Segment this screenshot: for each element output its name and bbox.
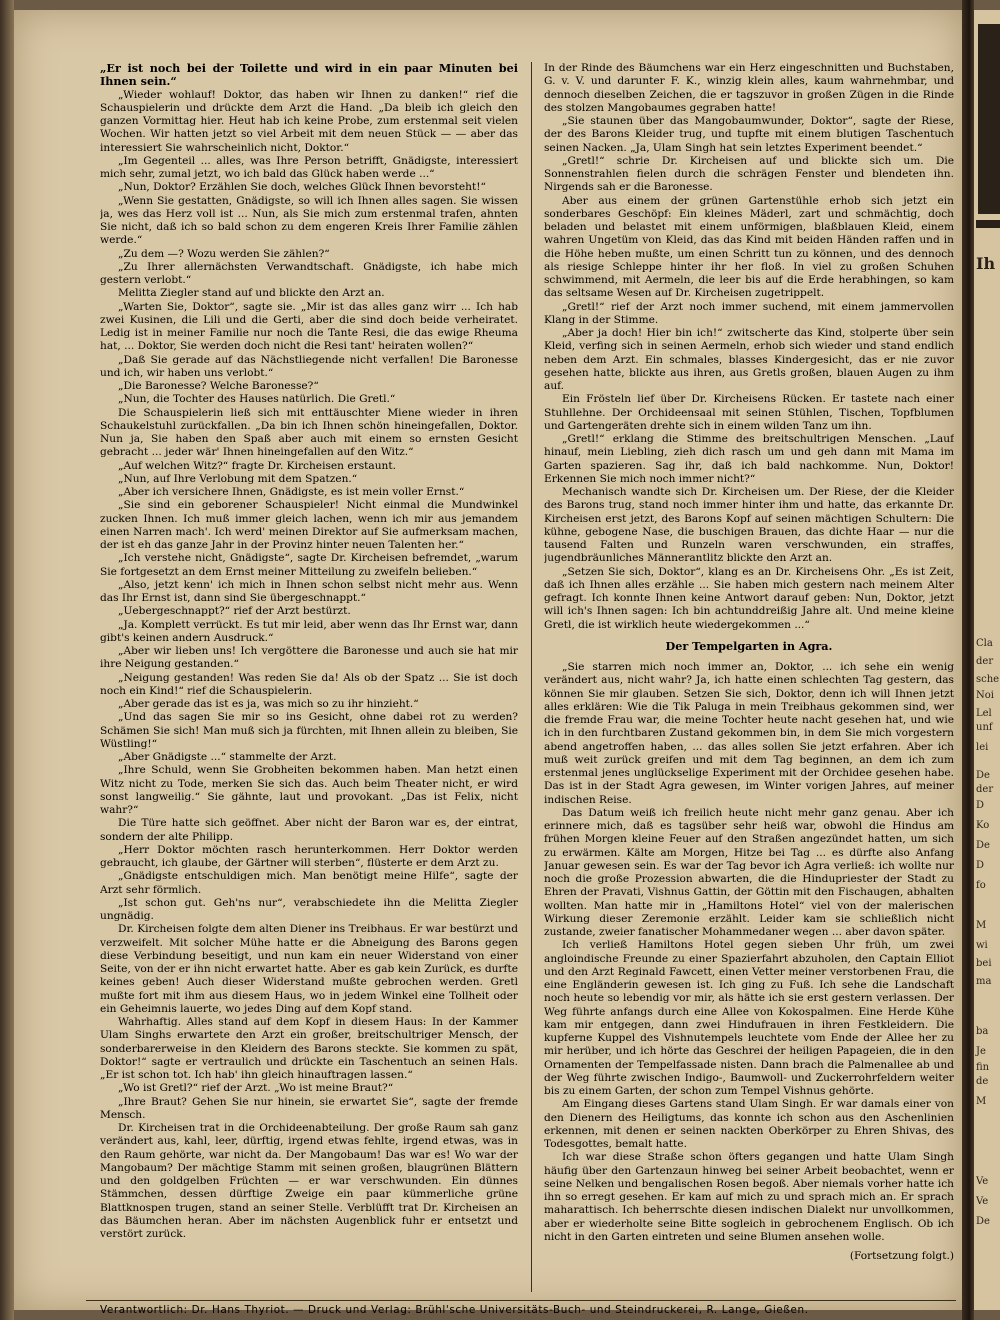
paragraph: „Sie sind ein geborener Schauspieler! Nicht einmal die Mundwinkel zucken Ihnen. Ich muß immer gleich lachen, wenn ich mir aus jemandem einen Narren mach'. Ich werd' meinen Direktor auf Sie aufmerksam machen, der ist eh das ganze Jahr in der Provinz hinter neuen Talenten her.“ xyxy=(100,499,518,551)
adjacent-page-text-fragment: Je xyxy=(976,1046,986,1057)
adjacent-page-text-fragment: fin xyxy=(976,1062,990,1073)
paragraph: „Im Gegenteil ... alles, was Ihre Person betrifft, Gnädigste, interessiert mich sehr, zumal jetzt, wo ich bald das Glück haben werde ...“ xyxy=(100,154,518,180)
adjacent-page-text-fragment: Lel xyxy=(976,708,992,719)
paragraph: In der Rinde des Bäumchens war ein Herz eingeschnitten und Buchstaben, G. v. V. und darunter F. K., winzig klein alles, kaum wahrnehmbar, und dennoch dieselben Zeichen, die er tagszuvor in großen Zügen in die Rinde des stolzen Mangobaumes gegraben hatte! xyxy=(544,62,954,114)
paragraph: „Gnädigste entschuldigen mich. Man benötigt meine Hilfe“, sagte der Arzt sehr förmlich. xyxy=(100,870,518,896)
adjacent-page-edge xyxy=(974,10,1000,1310)
adjacent-page-text-fragment: lei xyxy=(976,742,989,753)
paragraph: Die Schauspielerin ließ sich mit enttäuschter Miene wieder in ihren Schaukelstuhl zurückfallen. „Da bin ich Ihnen schön hineingefallen, Doktor. Nun ja, Sie haben den Spaß aber auch mit einem so ernsten Gesicht gebracht ... jeder wär' Ihnen hineingefallen auf den Witz.“ xyxy=(100,406,518,459)
adjacent-page-text-fragment: De xyxy=(976,770,990,781)
adjacent-page-text-fragment: Ve xyxy=(976,1196,989,1207)
adjacent-page-text-fragment: De xyxy=(976,840,990,851)
paragraph: „Daß Sie gerade auf das Nächstliegende nicht verfallen! Die Baronesse und ich, wir haben uns verlobt.“ xyxy=(100,353,518,379)
paragraph: „Also, jetzt kenn' ich mich in Ihnen schon selbst nicht mehr aus. Wenn das Ihr Ernst ist, dann sind Sie übergeschnappt.“ xyxy=(100,578,518,604)
paragraph: „Warten Sie, Doktor“, sagte sie. „Mir ist das alles ganz wirr ... Ich hab zwei Kusinen, die Lili und die Gerti, aber die sind doch beide verheiratet. Ledig ist in meiner Familie nur noch die Tante Resi, die das ewige Rheuma hat, ... Doktor, Sie werden doch nicht die Resi tant' heiraten wollen?“ xyxy=(100,300,518,353)
paragraph: Am Eingang dieses Gartens stand Ulam Singh. Er war damals einer von den Dienern des Heiligtums, das konnte ich schon aus den Aschenlinien erkennen, mit denen er seinen nackten Oberkörper zu Ehren Shivas, des Todesgottes, bemalt hatte. xyxy=(544,1098,954,1150)
section-heading: Der Tempelgarten in Agra. xyxy=(665,638,833,653)
paragraph: „Die Baronesse? Welche Baronesse?“ xyxy=(118,380,319,392)
paragraph: Dr. Kircheisen folgte dem alten Diener ins Treibhaus. Er war bestürzt und verzweifelt. Mit solcher Mühe hatte er die Abneigung des Barons gegen diese Verbindung beseitigt, und nun kam ein neuer Widerstand von einer Seite, von der er ihn nicht erwartet hatte. Aber es gab kein Zurück, es durfte keines geben! Auch dieser Widerstand mußte gebrochen werden. Gretl mußte fort mit ihm aus diesem Haus, wo in jedem Winkel eine Tollheit oder ein Geheimnis lauerte, wo jedes Ding auf dem Kopf stand. xyxy=(100,923,518,1015)
paragraph: Ein Frösteln lief über Dr. Kircheisens Rücken. Er tastete nach einer Stuhllehne. Der Orchideensaal mit seinen Stühlen, Tischen, Topfblumen und Gartengeräten drehte sich in einem wilden Tanz um ihn. xyxy=(544,393,954,432)
paragraph: „Zu dem —? Wozu werden Sie zählen?“ xyxy=(118,247,330,260)
adjacent-page-text-fragment: ma xyxy=(976,976,992,987)
paragraph: „Ich verstehe nicht, Gnädigste“, sagte Dr. Kircheisen befremdet, „warum Sie fortgesetzt an dem Ernst meiner Mitteilung zu zweifeln belieben.“ xyxy=(100,552,518,578)
adjacent-page-text-fragment: D xyxy=(976,860,985,871)
adjacent-page-text-fragment: M xyxy=(976,920,987,931)
adjacent-page-text-fragment: ba xyxy=(976,1026,989,1037)
adjacent-page-masthead-fragment xyxy=(978,24,1000,214)
right-text-column xyxy=(544,62,954,1290)
book-binding-edge xyxy=(0,0,14,1320)
paragraph: „Gretl!“ schrie Dr. Kircheisen auf und blickte sich um. Die Sonnenstrahlen fielen durch die schrägen Fenster und blendeten ihn. Nirgends sah er die Baronesse. xyxy=(544,154,954,194)
adjacent-page-text-fragment: der xyxy=(976,784,994,795)
paragraph: „Herr Doktor möchten rasch herunterkommen. Herr Doktor werden gebraucht, ich glaube, der Gärtner will sterben“, flüsterte er dem Arzt zu. xyxy=(100,843,518,869)
paragraph: „Sie starren mich noch immer an, Doktor, ... ich sehe ein wenig verändert aus, nicht wahr? Ja, ich hatte einen schlechten Tag gestern, das können Sie mir glauben. Setzen Sie sich, Doktor, denn ich will Ihnen jetzt alles erklären: Wie die Tik Paluga in mein Treibhaus gekommen sind, wer die fremde Frau war, die meine Tochter heute nacht gesehen hat, und wie ich in den furchtbaren Zustand gekommen bin, in dem Sie mich vorgestern abend angetroffen haben, ... das alles sollen Sie jetzt erfahren. Aber ich muß weit zurück greifen und mit dem Tag beginnen, an dem ich zum erstenmal jenes unglückselige Experiment mit der Orchidee gesehen habe. Das ist in der Stadt Agra gewesen, im Winter vorigen Jahres, auf meiner indischen Reise. xyxy=(544,661,954,806)
adjacent-page-text-fragment: wi xyxy=(976,940,988,951)
adjacent-page-text-fragment: bei xyxy=(976,958,992,969)
adjacent-page-text-fragment: Ko xyxy=(976,820,990,831)
adjacent-page-text-fragment: M xyxy=(976,1096,987,1107)
column-divider xyxy=(531,62,532,1292)
paragraph: „Gretl!“ rief der Arzt noch immer suchend, mit einem jammervollen Klang in der Stimme. xyxy=(544,300,954,326)
publisher-imprint: Verantwortlich: Dr. Hans Thyriot. — Druck und Verlag: Brühl'sche Universitäts-Buch- und Steindruckerei, R. Lange, Gießen. xyxy=(100,1304,809,1316)
paragraph: Die Türe hatte sich geöffnet. Aber nicht der Baron war es, der eintrat, sondern der alte Philipp. xyxy=(100,817,518,843)
left-text-column xyxy=(100,62,518,1290)
continuation-note: (Fortsetzung folgt.) xyxy=(849,1250,954,1262)
adjacent-page-text-fragment: De xyxy=(976,1216,990,1227)
paragraph: „Ihre Schuld, wenn Sie Grobheiten bekommen haben. Man hetzt einen Witz nicht zu Tode, merken Sie sich das. Auch beim Theater nicht, er wird sonst langweilig.“ Sie gähnte, laut und provokant. „Das ist Felix, nicht wahr?“ xyxy=(100,764,518,816)
paragraph: „Wieder wohlauf! Doktor, das haben wir Ihnen zu danken!“ rief die Schauspielerin und drückte dem Arzt die Hand. „Da bleib ich gleich den ganzen Vormittag hier. Heut hab ich keine Probe, zum erstenmal seit vielen Wochen. Wir hatten jetzt so viel Arbeit mit dem neuen Stück — — aber das interessiert Sie wahrscheinlich nicht, Doktor.“ xyxy=(100,88,518,154)
paragraph: Dr. Kircheisen trat in die Orchideenabteilung. Der große Raum sah ganz verändert aus, kahl, leer, dürftig, irgend etwas fehlte, irgend etwas, was in den Raum gehörte, war nicht da. Der Mangobaum! Das war es! Wo war der Mangobaum? Der mächtige Stamm mit seinen großen, blaugrünen Blättern und den goldgelben Früchten — er war verschwunden. Ein dünnes Stämmchen, dessen dürftige Zweige ein paar kümmerliche grüne Blattknospen trugen, stand an seiner Stelle. Verblüfft trat Dr. Kircheisen an das Bäumchen heran. Aber im nächsten Augenblick fuhr er entsetzt und verstört zurück. xyxy=(100,1122,518,1240)
paragraph: „Wenn Sie gestatten, Gnädigste, so will ich Ihnen alles sagen. Sie wissen ja, wes das Herz voll ist ... Nun, als Sie mich zum erstenmal trafen, ahnten Sie nicht, daß ich so bald schon zu dem engeren Kreis Ihrer Familie zählen werde.“ xyxy=(100,194,518,247)
paragraph: „Nun, Doktor? Erzählen Sie doch, welches Glück Ihnen bevorsteht!“ xyxy=(118,181,486,194)
adjacent-page-text-fragment: sche xyxy=(976,674,1000,685)
paragraph: „Zu Ihrer allernächsten Verwandtschaft. Gnädigste, ich habe mich gestern verlobt.“ xyxy=(100,260,518,286)
adjacent-page-text-fragment: de xyxy=(976,1076,989,1087)
paragraph: „Ist schon gut. Geh'ns nur“, verabschiedete ihn die Melitta Ziegler ungnädig. xyxy=(100,896,518,922)
paragraph: „Auf welchen Witz?“ fragte Dr. Kircheisen erstaunt. xyxy=(118,459,396,472)
paragraph: Wahrhaftig. Alles stand auf dem Kopf in diesem Haus: In der Kammer Ulam Singhs erwartete den Arzt ein großer, breitschultriger Mensch, der sonderbarerweise in den Kleidern des Barons steckte. Sie kommen zu spät, Doktor!“ sagte er vertraulich und drückte ein Taschentuch an seinen Hals. „Er ist schon tot. Ich hab' ihn gleich hinauftragen lassen.“ xyxy=(100,1016,518,1081)
adjacent-page-text-fragment: Ve xyxy=(976,1176,989,1187)
paragraph: „Nun, auf Ihre Verlobung mit dem Spatzen.“ xyxy=(118,472,358,485)
adjacent-page-text-fragment: Noi xyxy=(976,690,994,701)
paragraph: „Neigung gestanden! Was reden Sie da! Als ob der Spatz ... Sie ist doch noch ein Kind!“ rief die Schauspielerin. xyxy=(100,671,518,697)
paragraph: „Sie staunen über das Mangobaumwunder, Doktor“, sagte der Riese, der des Barons Kleider trug, und tupfte mit einem blutigen Taschentuch seinen Nacken. „Ja, Ulam Singh hat sein letztes Experiment beendet.“ xyxy=(544,115,954,154)
paragraph: „Ihre Braut? Gehen Sie nur hinein, sie erwartet Sie“, sagte der fremde Mensch. xyxy=(100,1095,518,1121)
paragraph: Melitta Ziegler stand auf und blickte den Arzt an. xyxy=(118,287,385,300)
paragraph: Ich verließ Hamiltons Hotel gegen sieben Uhr früh, um zwei angloindische Freunde zu einer Spazierfahrt abzuholen, den Captain Elliot und den Arzt Reginald Fawcett, einen Vetter meiner verstorbenen Frau, die eine Engländerin gewesen ist. Ich ging zu Fuß. Ich sehe die Landschaft noch heute so lebendig vor mir, als hätte ich sie erst gestern verlassen. Der Weg führte anfangs durch eine Allee von Kokospalmen. Eine Herde Kühe kam mir entgegen, dann zwei Hindufrauen in ihren Festkleidern. Die kupferne Kuppel des Vishnutempels leuchtete vom Ende der Allee her zu mir herüber, und ich hörte das Geschrei der heiligen Papageien, die in den Ornamenten der Tempelfassade nisten. Dann brach die Palmenallee ab und der Weg führte zwischen Indigo-, Baumwoll- und Zuckerrohrfeldern weiter bis zu einem Garten, der schon zum Tempel Vishnus gehörte. xyxy=(544,939,954,1097)
page-gutter xyxy=(962,0,974,1320)
paragraph: „Setzen Sie sich, Doktor“, klang es an Dr. Kircheisens Ohr. „Es ist Zeit, daß ich Ihnen alles erzähle ... Sie haben mich gestern nach meinem Alter gefragt. Ich konnte Ihnen keine Antwort darauf geben: Nun, Doktor, jetzt will ich's Ihnen sagen: Ich bin achtunddreißig Jahre alt. Und meine kleine Gretl, die ist wirklich heute wiedergekommen ...“ xyxy=(544,565,954,631)
footer-rule xyxy=(86,1300,956,1301)
paragraph: Ich war diese Straße schon öfters gegangen und hatte Ulam Singh häufig über den Gartenzaun hinweg bei seiner Arbeit beobachtet, wenn er seine Nelken und bengalischen Rosen begoß. Aber niemals vorher hatte ich ihn so erregt gesehen. Er kam auf mich zu und sprach mich an. Er sprach maharattisch. Ich beherrschte diesen indischen Dialekt nur unvollkommen, aber er wiederholte seine Bitte sogleich in gebrochenem Englisch. Ob ich nicht in den Garten eintreten und seine Blumen ansehen wolle. xyxy=(544,1151,954,1243)
adjacent-page-rule xyxy=(976,220,1000,228)
paragraph: „Ja. Komplett verrückt. Es tut mir leid, aber wenn das Ihr Ernst war, dann gibt's keinen andern Ausdruck.“ xyxy=(100,618,518,644)
paragraph: „Aber Gnädigste ...“ stammelte der Arzt. xyxy=(118,751,337,763)
paragraph: „Er ist noch bei der Toilette und wird in ein paar Minuten bei Ihnen sein.“ xyxy=(100,62,518,89)
paragraph: „Aber ich versichere Ihnen, Gnädigste, es ist mein voller Ernst.“ xyxy=(118,486,465,498)
paragraph: Das Datum weiß ich freilich heute nicht mehr ganz genau. Aber ich erinnere mich, daß es tagsüber sehr heiß war, obwohl die Hindus am frühen Morgen kleine Feuer auf den Straßen angezündet hatten, um sich zu erwärmen. Kälte am Morgen, Hitze bei Tag ... es dürfte also Anfang Januar gewesen sein. Es war der Tag bevor ich Agra verließ: ich wollte nur noch die große Prozession abwarten, die die Hindupriester der Stadt zu Ehren der Pravati, Vishnus Gattin, der Göttin mit den Fischaugen, abhalten wollten. Man hatte mir in „Hamiltons Hotel“ viel von der malerischen Wirkung dieser Zeremonie erzählt. Leider kam sie schließlich nicht zustande, zweier fanatischer Mohammedaner wegen ... aber davon später. xyxy=(544,806,954,938)
paragraph: Aber aus einem der grünen Gartenstühle erhob sich jetzt ein sonderbares Geschöpf: Ein kleines Mäderl, zart und schmächtig, doch beladen und belastet mit einem unförmigen, blaßblauen Kleid, einem wahren Ungetüm von Kleid, das das Kind mit beiden Händen raffen und in die Höhe heben mußte, um einen Schritt tun zu können, und des dennoch als riesige Schleppe hinter ihr her floß. In viel zu großen Schuhen schwimmend, mit Aermeln, die leer bis auf die Erde herabhingen, so kam das seltsame Wesen auf Dr. Kircheisen zugetrippelt. xyxy=(544,194,954,300)
paragraph: „Und das sagen Sie mir so ins Gesicht, ohne dabei rot zu werden? Schämen Sie sich! Man muß sich ja fürchten, mit Ihnen allein zu bleiben, Sie Wüstling!“ xyxy=(100,711,518,750)
adjacent-page-text-fragment: fo xyxy=(976,880,986,891)
adjacent-page-text-fragment: unf xyxy=(976,722,993,733)
paragraph: „Aber gerade das ist es ja, was mich so zu ihr hinzieht.“ xyxy=(118,698,419,710)
adjacent-page-text-fragment: der xyxy=(976,656,994,667)
paragraph: „Nun, die Tochter des Hauses natürlich. Die Gretl.“ xyxy=(118,393,396,406)
adjacent-page-text-fragment: D xyxy=(976,800,985,811)
paragraph: „Wo ist Gretl?“ rief der Arzt. „Wo ist meine Braut?“ xyxy=(118,1082,394,1095)
paragraph: „Gretl!“ erklang die Stimme des breitschultrigen Menschen. „Lauf hinauf, mein Liebling, zieh dich rasch um und geh dann mit Mama im Garten spazieren. Sag ihr, daß ich bald nachkomme. Nun, Doktor! Erkennen Sie mich noch immer nicht?“ xyxy=(544,433,954,485)
paragraph: „Uebergeschnappt?“ rief der Arzt bestürzt. xyxy=(118,605,351,618)
paragraph: „Aber wir lieben uns! Ich vergöttere die Baronesse und auch sie hat mir ihre Neigung gestanden.“ xyxy=(100,645,518,671)
paragraph: Mechanisch wandte sich Dr. Kircheisen um. Der Riese, der die Kleider des Barons trug, stand noch immer hinter ihm und hatte, das erkannte Dr. Kircheisen erst jetzt, des Barons Kopf auf seinen mächtigen Schultern: Die kühne, gebogene Nase, die buschigen Brauen, das dichte Haar — nur die tausend Falten und Runzeln waren verschwunden, ein straffes, jugendbräunliches Männerantlitz blickte den Arzt an. xyxy=(544,486,954,565)
adjacent-page-text-fragment: Cla xyxy=(976,638,993,649)
adjacent-page-text-fragment: Ih xyxy=(976,254,996,273)
paragraph: „Aber ja doch! Hier bin ich!“ zwitscherte das Kind, stolperte über sein Kleid, verfing sich in seinen Aermeln, erhob sich wieder und stand endlich neben dem Arzt. Ein schmales, blasses Kindergesicht, das er nie zuvor gesehen hatte, blickte aus ihren, aus Gretls großen, blauen Augen zu ihm auf. xyxy=(544,327,954,392)
